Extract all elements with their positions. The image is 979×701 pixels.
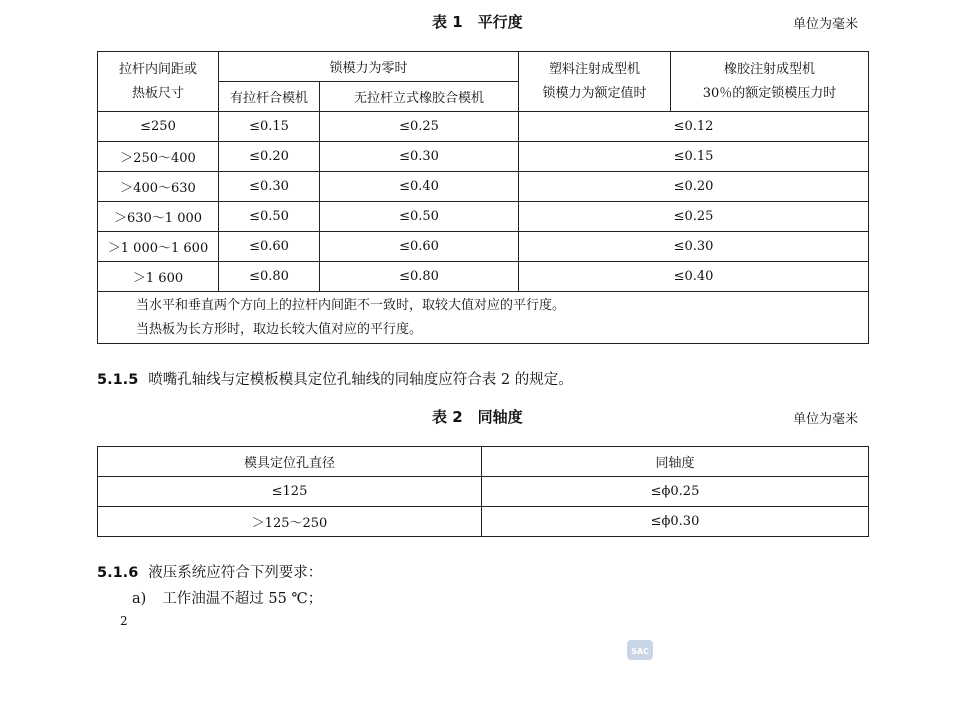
cell-notie: ≤0.60 <box>320 232 519 262</box>
table2-caption: 表 2 同轴度 <box>432 408 523 426</box>
cell-notie: ≤0.30 <box>320 142 519 172</box>
clause-text: 喷嘴孔轴线与定模板模具定位孔轴线的同轴度应符合表 2 的规定。 <box>148 372 573 388</box>
list-item-a <box>132 587 322 608</box>
list-item-text: 工作油温不超过 55 ℃； <box>162 591 323 607</box>
sac-logo-icon <box>626 638 654 662</box>
header-size <box>98 52 219 112</box>
header-diameter: 模具定位孔直径 <box>98 447 482 477</box>
cell-size: ＞1 000～1 600 <box>98 232 219 262</box>
cell-size: ＞630～1 000 <box>98 202 219 232</box>
header-plastic-line1: 塑料注射成型机 <box>549 61 641 77</box>
header-rubber-line2: 30％的额定锁模压力时 <box>702 85 837 101</box>
cell-rated: ≤0.20 <box>519 172 869 202</box>
table-row <box>98 142 869 172</box>
table-row <box>98 172 869 202</box>
cell-size: ＞250～400 <box>98 142 219 172</box>
cell-notie: ≤0.25 <box>320 112 519 142</box>
table-row <box>98 507 869 537</box>
cell-tie: ≤0.20 <box>219 142 320 172</box>
cell-rated: ≤0.40 <box>519 262 869 292</box>
table-row <box>98 112 869 142</box>
cell-notie: ≤0.40 <box>320 172 519 202</box>
header-tie-bar-less: 无拉杆立式橡胶合模机 <box>320 82 519 112</box>
table-note: 当水平和垂直两个方向上的拉杆内间距不一致时，取较大值对应的平行度。 <box>136 297 566 313</box>
cell-tie: ≤0.30 <box>219 172 320 202</box>
list-marker: a) <box>132 591 147 607</box>
cell-size: ＞1 600 <box>98 262 219 292</box>
table-notes <box>98 292 869 344</box>
svg-text:SAC: SAC <box>631 647 649 656</box>
cell-size: ≤250 <box>98 112 219 142</box>
cell-rated: ≤0.15 <box>519 142 869 172</box>
cell-size: ＞400～630 <box>98 172 219 202</box>
cell-coaxiality: ≤ϕ0.25 <box>482 477 869 507</box>
table-note: 当热板为长方形时，取边长较大值对应的平行度。 <box>136 321 423 337</box>
cell-tie: ≤0.50 <box>219 202 320 232</box>
cell-notie: ≤0.50 <box>320 202 519 232</box>
cell-tie: ≤0.80 <box>219 262 320 292</box>
table1-caption: 表 1 平行度 <box>432 13 523 31</box>
table2-unit: 单位为毫米 <box>793 412 859 427</box>
header-rubber-line1: 橡胶注射成型机 <box>724 61 816 77</box>
cell-tie: ≤0.60 <box>219 232 320 262</box>
coaxiality-table <box>97 446 869 537</box>
table-row <box>98 202 869 232</box>
page-number: 2 <box>120 614 128 628</box>
cell-diameter: ＞125～250 <box>98 507 482 537</box>
cell-tie: ≤0.15 <box>219 112 320 142</box>
header-coaxiality: 同轴度 <box>482 447 869 477</box>
cell-coaxiality: ≤ϕ0.30 <box>482 507 869 537</box>
header-plastic-line2: 锁模力为额定值时 <box>542 85 647 101</box>
table-row <box>98 232 869 262</box>
header-size-line1: 拉杆内间距或 <box>118 61 197 77</box>
table1-unit: 单位为毫米 <box>793 17 859 32</box>
table-row <box>98 262 869 292</box>
clause-number: 5.1.6 <box>97 565 139 581</box>
cell-rated: ≤0.25 <box>519 202 869 232</box>
table-row <box>98 477 869 507</box>
clause-5-1-6 <box>97 561 322 582</box>
header-zero-clamp: 锁模力为零时 <box>219 52 519 82</box>
header-size-line2: 热板尺寸 <box>131 85 184 101</box>
clause-5-1-5 <box>97 368 573 389</box>
header-plastic <box>519 52 671 112</box>
clause-number: 5.1.5 <box>97 372 139 388</box>
cell-rated: ≤0.12 <box>519 112 869 142</box>
cell-rated: ≤0.30 <box>519 232 869 262</box>
header-tie-bar: 有拉杆合模机 <box>219 82 320 112</box>
parallelism-table <box>97 51 869 344</box>
cell-notie: ≤0.80 <box>320 262 519 292</box>
header-rubber <box>671 52 869 112</box>
cell-diameter: ≤125 <box>98 477 482 507</box>
clause-text: 液压系统应符合下列要求： <box>148 565 323 581</box>
